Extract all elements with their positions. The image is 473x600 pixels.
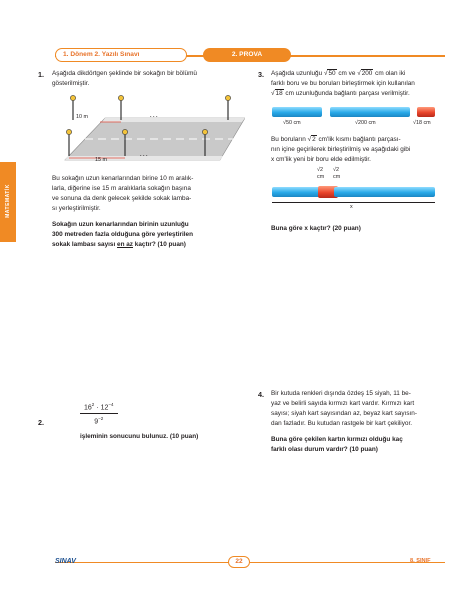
q4-body-3: sayısı; siyah kart sayısından az, beyaz kart sayısın-: [271, 410, 417, 417]
lamp-icon: [70, 95, 75, 120]
x-label: x: [350, 204, 353, 210]
q1-question-3b: kaçtır? (10 puan): [133, 241, 186, 248]
q1-intro-line-2: gösterilmiştir.: [52, 80, 90, 87]
joint-label-right: √2: [333, 167, 339, 173]
label-10m: 10 m: [76, 114, 88, 120]
q4-question-2: farklı olası durum vardır? (10 puan): [271, 446, 378, 453]
grade-label: 8. SINIF: [410, 558, 431, 564]
q1-body-2: larla, diğerine ise 15 m aralıklarla sokağın başına: [52, 185, 191, 192]
q4-number: 4.: [258, 390, 264, 399]
lamp-icon: [225, 95, 230, 120]
pipe-50: [272, 107, 322, 117]
publisher-logo: SINAV: [55, 558, 76, 565]
q1-question-underlined: en az: [117, 241, 133, 248]
q3-line-1: Aşağıda uzunluğu √50 cm ve √200 cm olan iki: [271, 70, 406, 77]
q3-body-1: Bu boruların √2 cm'lik kısmı bağlantı parçası-: [271, 136, 401, 143]
exam-title: 1. Dönem 2. Yazılı Sınavı: [55, 48, 187, 62]
q2-denominator: $9^{-2}$: [94, 416, 104, 426]
pipe-200: [330, 107, 410, 117]
joined-pipe-left: [272, 187, 322, 197]
q1-question-1: Sokağın uzun kenarlarından birinin uzunluğu: [52, 221, 189, 228]
sqrt-symbol: √50: [323, 70, 336, 77]
pipe-label-18: √18 cm: [413, 120, 431, 126]
q4-body-4: dan fazladır. Bu kutudan rastgele bir kart çekiliyor.: [271, 420, 413, 427]
q2-fraction: [80, 402, 118, 426]
q4-body-1: Bir kutuda renkleri dışında özdeş 15 siyah, 11 be-: [271, 390, 411, 397]
q1-body-3: ve sonuna da denk gelecek şekilde sokak lamba-: [52, 195, 192, 202]
joint-unit-right: cm: [333, 174, 341, 180]
q3-number: 3.: [258, 70, 264, 79]
q4-question-1: Buna göre çekilen kartın kırmızı olduğu kaç: [271, 436, 403, 443]
dots-bottom: . . .: [140, 152, 148, 158]
q4-body-2: yaz ve belirli sayıda kırmızı kart vardır. Kırmızı kart: [271, 400, 415, 407]
q2-numerator: $16^2 \cdot 12^{-4}$: [80, 402, 118, 414]
joined-pipe-right: [334, 187, 435, 197]
q1-body-1: Bu sokağın uzun kenarlarından birine 10 m aralık-: [52, 175, 194, 182]
subject-label: MATEMATİK: [5, 184, 11, 218]
q3-body-3: x cm'lik yeni bir boru elde edilmiştir.: [271, 156, 371, 163]
q1-question-3: [52, 240, 186, 250]
lamp-icon: [66, 129, 71, 156]
q1-question-3a: sokak lambası sayısı: [52, 241, 118, 248]
q3-line-3: √18 cm uzunluğunda bağlantı parçası verilmiştir.: [271, 90, 410, 97]
q2-number: 2.: [38, 418, 44, 427]
q1-number: 1.: [38, 70, 44, 79]
pipe-label-50: √50 cm: [283, 120, 301, 126]
pipe-label-200: √200 cm: [355, 120, 376, 126]
lamp-icon: [118, 95, 123, 120]
q2-question: işleminin sonucunu bulunuz. (10 puan): [80, 433, 199, 440]
q3-body-2: nın içine geçirilerek birleştirilmiş ve aşağıdaki gibi: [271, 146, 411, 153]
q3-question: Buna göre x kaçtır? (20 puan): [271, 225, 361, 232]
connector-18: [417, 107, 435, 117]
label-15m: 15 m: [95, 157, 107, 163]
joint-unit-left: cm: [317, 174, 325, 180]
page-number: 22: [228, 556, 250, 568]
prova-badge: 2. PROVA: [203, 48, 291, 62]
joint-label-left: √2: [317, 167, 323, 173]
q3-line-2: farklı boru ve bu boruları birleştirmek için kullanılan: [271, 80, 415, 87]
x-dimension-line: [272, 202, 435, 203]
q1-intro-line-1: Aşağıda dikdörtgen şeklinde bir sokağın bir bölümü: [52, 70, 197, 77]
subject-side-tab: [0, 162, 16, 242]
q1-body-4: sı yerleştirilmiştir.: [52, 205, 101, 212]
footer-rule: [55, 562, 445, 563]
dots-top: . . .: [150, 113, 158, 119]
street-diagram: [55, 88, 245, 168]
q1-question-2: 300 metreden fazla olduğuna göre yerleştirilen: [52, 231, 193, 238]
